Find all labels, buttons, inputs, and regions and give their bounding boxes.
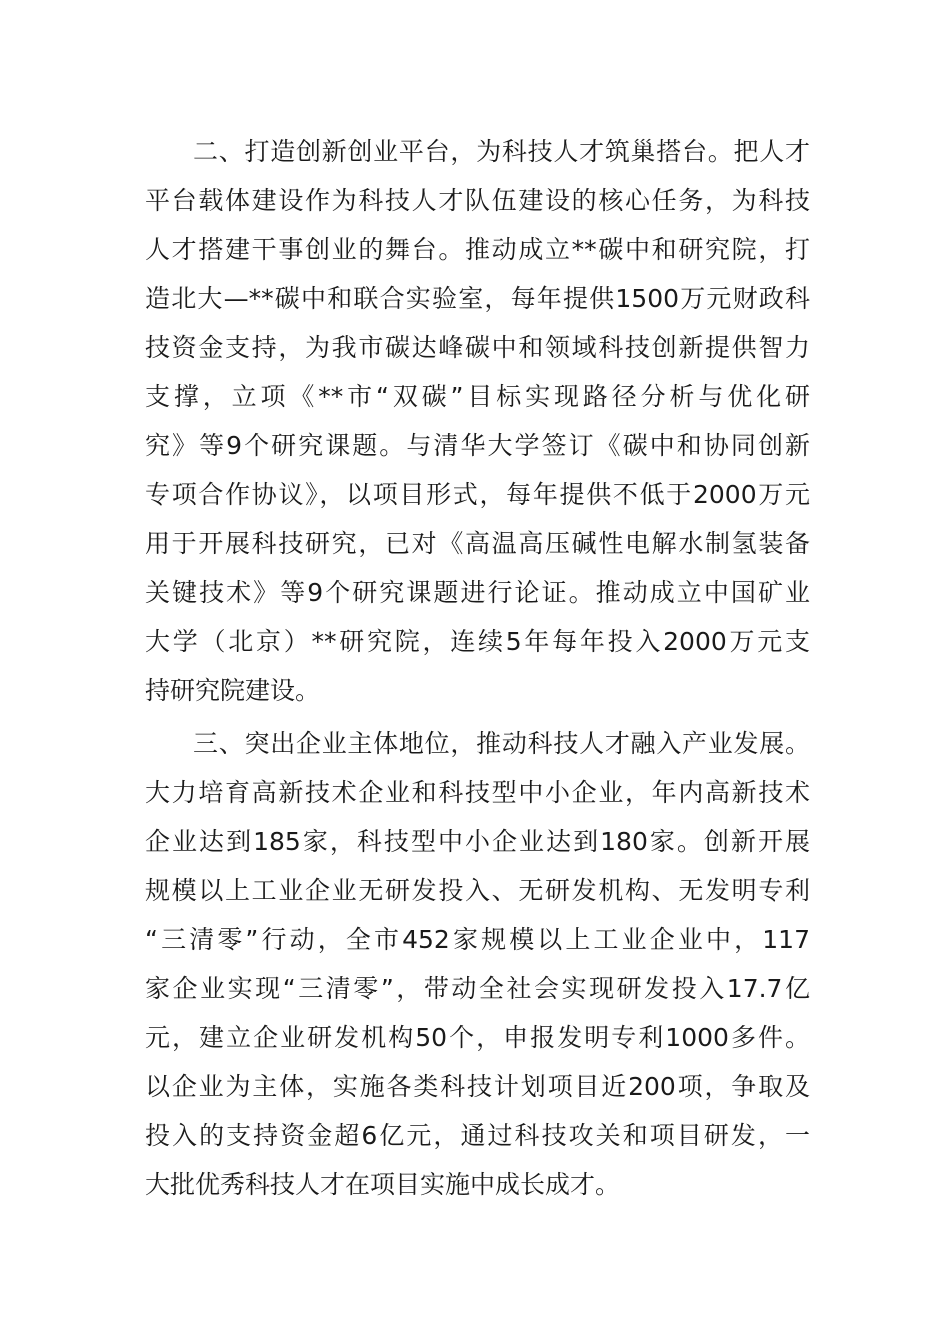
text-line: 支撑，立项《**市“双碳”目标实现路径分析与优化研 — [145, 382, 810, 411]
text-line: 技资金支持，为我市碳达峰碳中和领域科技创新提供智力 — [145, 333, 810, 362]
text-line: 人才搭建干事创业的舞台。推动成立**碳中和研究院，打 — [145, 235, 810, 264]
text-line: 三、突出企业主体地位，推动科技人才融入产业发展。 — [193, 729, 810, 758]
text-line: 用于开展科技研究，已对《高温高压碱性电解水制氢装备 — [145, 529, 810, 558]
text-line: 关键技术》等9个研究课题进行论证。推动成立中国矿业 — [145, 578, 810, 607]
text-line: 平台载体建设作为科技人才队伍建设的核心任务，为科技 — [145, 186, 810, 215]
text-line: 持研究院建设。 — [145, 676, 321, 705]
text-line: 元，建立企业研发机构50个，申报发明专利1000多件。 — [145, 1023, 810, 1052]
text-line: 大力培育高新技术企业和科技型中小企业，年内高新技术 — [145, 778, 810, 807]
text-line: 专项合作协议》，以项目形式，每年提供不低于2000万元 — [145, 480, 810, 509]
text-line: 造北大—**碳中和联合实验室，每年提供1500万元财政科 — [145, 284, 810, 313]
text-line: 企业达到185家，科技型中小企业达到180家。创新开展 — [145, 827, 810, 856]
text-line: 大学（北京）**研究院，连续5年每年投入2000万元支 — [145, 627, 810, 656]
text-line: “三清零”行动，全市452家规模以上工业企业中，117 — [145, 925, 810, 954]
text-line: 大批优秀科技人才在项目实施中成长成才。 — [145, 1170, 621, 1199]
text-line: 究》等9个研究课题。与清华大学签订《碳中和协同创新 — [145, 431, 810, 460]
text-line: 投入的支持资金超6亿元，通过科技攻关和项目研发，一 — [145, 1121, 810, 1150]
text-line: 家企业实现“三清零”，带动全社会实现研发投入17.7亿 — [145, 974, 810, 1003]
text-line: 规模以上工业企业无研发投入、无研发机构、无发明专利 — [145, 876, 810, 905]
text-line: 二、打造创新创业平台，为科技人才筑巢搭台。把人才 — [193, 137, 810, 166]
text-line: 以企业为主体，实施各类科技计划项目近200项，争取及 — [145, 1072, 810, 1101]
